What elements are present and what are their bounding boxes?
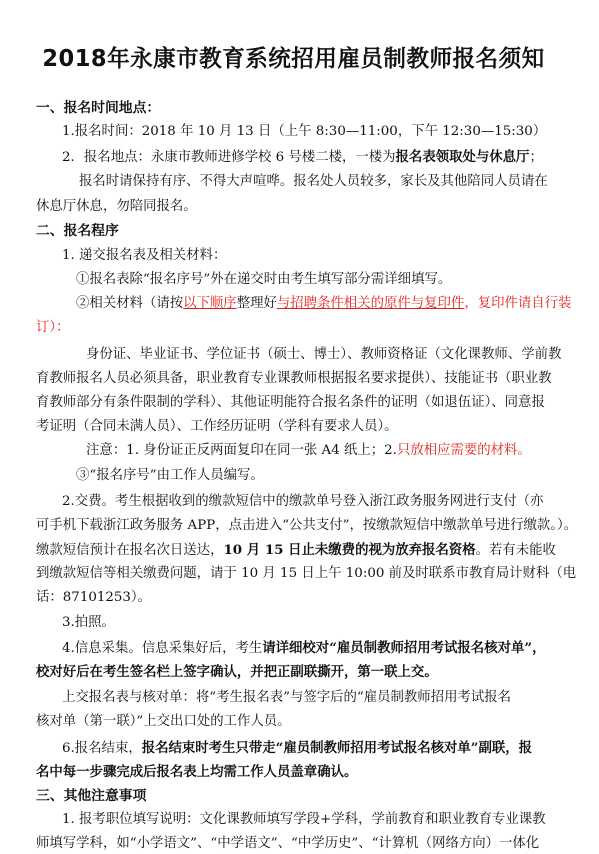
registration-place-text: 2．报名地点：永康市教师进修学校 6 号楼二楼，一楼为 — [62, 150, 396, 165]
submit-line-2: 核对单（第一联）”上交出口处的工作人员。 — [36, 714, 291, 729]
other-line-1: 1. 报考职位填写说明：文化课教师填写学段+学科，学前教育和职业教育专业课教 — [62, 812, 546, 827]
item2-bind-note: ，复印件请自行装 — [464, 296, 572, 311]
section-heading-other: 三、其他注意事项 — [36, 788, 147, 804]
payment-line-1: 2.交费。考生根据收到的缴款短信中的缴款单号登入浙江政务服务网进行支付（亦 — [62, 494, 544, 509]
step-photo: 3.拍照。 — [62, 615, 115, 630]
registration-place-end: ； — [529, 150, 543, 165]
payment-deadline-bold: 10 月 15 日止未缴费的视为放弃报名资格 — [223, 542, 476, 558]
document-title: 2018年永康市教育系统招用雇员制教师报名须知 — [42, 46, 545, 72]
materials-line-3: 育教师部分有条件限制的学科）、其他证明能符合报名条件的证明（如退伍证）、同意报 — [36, 395, 545, 410]
payment-text: 缴款短信预计在报名次日送达， — [36, 543, 224, 558]
item2-bind-note-end: 订）： — [36, 320, 70, 335]
item2-order-highlight: 以下顺序 — [183, 296, 237, 311]
info-line-2: 校对好后在考生签名栏上签字确认，并把正副联撕开，第一联上交。 — [36, 664, 438, 680]
item-serial-number: ③“报名序号”由工作人员编写。 — [76, 468, 264, 483]
materials-line-2: 育教师报名人员必须具备，职业教育专业课教师根据报名要求提供）、技能证书（职业教 — [36, 371, 552, 386]
info-line-1 — [62, 638, 545, 659]
notice-line — [86, 441, 531, 461]
payment-line-3 — [36, 540, 556, 561]
section-heading-procedure: 二、报名程序 — [36, 223, 119, 239]
payment-line-2: 可手机下载浙江政务服务 APP，点击进入“公共支付”，按缴款短信中缴款单号进行缴款。）。 — [36, 518, 578, 533]
registration-place-bold: 报名表领取处与休息厅 — [395, 149, 530, 165]
item2-originals-highlight: 与招聘条件相关的原件与复印件 — [276, 296, 465, 311]
item2-text-a: ②相关材料（请按 — [76, 296, 184, 311]
notice-text: 注意：1. 身份证正反两面复印在同一张 A4 纸上；2. — [86, 443, 397, 458]
other-line-2: 师填写学科，如“小学语文”、“中学语文”、“中学历史”、“计算机（网络方向）一体化 — [36, 836, 540, 851]
item-related-materials-end — [36, 318, 69, 338]
item-related-materials — [76, 294, 571, 314]
item-registration-form: ①报名表除“报名序号”外在递交时由考生填写部分需详细填写。 — [76, 272, 452, 287]
info-bold: 请详细校对“雇员制教师招用考试报名核对单”， — [262, 640, 546, 656]
payment-text-end: 。若有未能收 — [475, 543, 556, 558]
notice-highlight: 只放相应需要的材料。 — [396, 443, 531, 458]
end-line-1 — [62, 738, 532, 759]
order-note-line-2: 休息厅休息，勿陪同报名。 — [36, 199, 197, 214]
step-submit-materials: 1. 递交报名表及相关材料： — [62, 248, 227, 263]
registration-place — [62, 147, 543, 168]
order-note-line-1: 报名时请保持有序、不得大声喧哗。报名处人员较多，家长及其他陪同人员请在 — [79, 174, 548, 189]
payment-line-4: 到缴款短信等相关缴费问题，请于 10 月 15 日上午 10:00 前及时联系市教育局计财科（电 — [36, 566, 577, 581]
end-line-2: 名中每一步骤完成后报名表上均需工作人员盖章确认。 — [36, 764, 358, 780]
info-text: 4.信息采集。信息采集好后，考生 — [62, 641, 263, 656]
end-text: 6.报名结束， — [62, 741, 142, 756]
payment-line-5: 话：87101253）。 — [36, 590, 152, 605]
section-heading-time-place: 一、报名时间地点： — [36, 100, 161, 116]
end-bold: 报名结束时考生只带走“雇员制教师招用考试报名核对单”副联，报 — [141, 740, 533, 756]
item2-text-c: 整理好 — [236, 296, 277, 311]
materials-line-1: 身份证、毕业证书、学位证书（硕士、博士）、教师资格证（文化课教师、学前教 — [86, 347, 562, 362]
submit-line-1: 上交报名表与核对单：将“考生报名表”与签字后的“雇员制教师招用考试报名 — [62, 690, 512, 705]
registration-time: 1.报名时间：2018 年 10 月 13 日（上午 8:30—11:00，下午 12:30—15:30） — [62, 124, 547, 139]
materials-line-4: 考证明（合同未满人员）、工作经历证明（学科有要求人员）。 — [36, 419, 398, 434]
